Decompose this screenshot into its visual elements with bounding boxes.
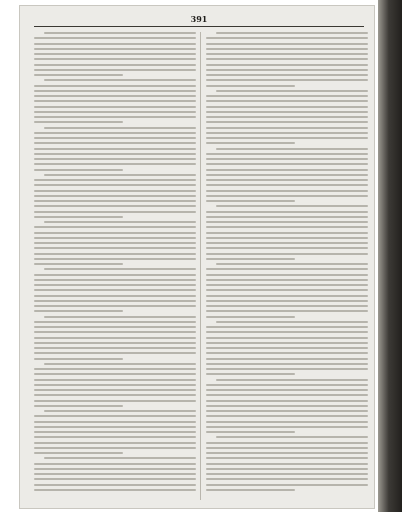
illegible-text-line [206, 153, 368, 155]
illegible-text-line [44, 268, 196, 270]
illegible-text-line [34, 347, 196, 349]
illegible-text-line [206, 79, 368, 81]
illegible-text-line [34, 184, 196, 186]
illegible-text-line [206, 221, 368, 223]
illegible-text-line [206, 232, 368, 234]
illegible-text-line [34, 436, 196, 438]
illegible-text-line [34, 321, 196, 323]
illegible-text-line [34, 431, 196, 433]
illegible-text-line [34, 95, 196, 97]
illegible-text-line [206, 384, 368, 386]
illegible-text-line [34, 69, 196, 71]
illegible-text-line [34, 169, 123, 171]
illegible-text-line [206, 347, 368, 349]
illegible-text-line [216, 263, 368, 265]
text-column-right [206, 32, 368, 500]
illegible-text-line [34, 195, 196, 197]
illegible-text-line [34, 358, 123, 360]
illegible-text-line [34, 137, 196, 139]
illegible-text-line [34, 211, 196, 213]
illegible-text-line [44, 79, 196, 81]
illegible-text-line [206, 268, 368, 270]
illegible-text-line [206, 247, 368, 249]
illegible-text-line [206, 100, 368, 102]
illegible-text-line [206, 295, 368, 297]
illegible-text-line [34, 216, 123, 218]
illegible-text-line [34, 447, 196, 449]
illegible-text-line [34, 242, 196, 244]
illegible-text-line [44, 174, 196, 176]
illegible-text-line [34, 305, 196, 307]
illegible-text-line [34, 74, 123, 76]
illegible-text-line [34, 148, 196, 150]
illegible-text-line [206, 310, 368, 312]
illegible-text-line [206, 85, 295, 87]
illegible-text-line [34, 263, 123, 265]
illegible-text-line [206, 389, 368, 391]
illegible-text-line [34, 489, 196, 491]
illegible-text-line [206, 468, 368, 470]
illegible-text-line [206, 58, 368, 60]
illegible-text-line [34, 58, 196, 60]
illegible-text-line [34, 352, 196, 354]
illegible-text-line [34, 405, 123, 407]
illegible-text-line [206, 305, 368, 307]
illegible-text-line [206, 457, 368, 459]
illegible-text-line [34, 284, 196, 286]
illegible-text-line [206, 442, 368, 444]
illegible-text-line [34, 53, 196, 55]
illegible-text-line [34, 452, 123, 454]
text-column-left [34, 32, 196, 500]
illegible-text-line [216, 379, 368, 381]
illegible-text-line [206, 394, 368, 396]
illegible-text-line [206, 421, 368, 423]
illegible-text-line [34, 442, 196, 444]
illegible-text-line [34, 258, 196, 260]
illegible-text-line [206, 190, 368, 192]
illegible-text-line [206, 352, 368, 354]
illegible-text-line [34, 326, 196, 328]
illegible-text-line [206, 132, 368, 134]
illegible-text-line [34, 106, 196, 108]
illegible-text-line [34, 111, 196, 113]
illegible-text-line [206, 373, 295, 375]
illegible-text-line [34, 415, 196, 417]
illegible-text-line [206, 431, 295, 433]
illegible-text-line [34, 279, 196, 281]
illegible-text-line [206, 74, 368, 76]
illegible-text-line [34, 64, 196, 66]
illegible-text-line [44, 127, 196, 129]
illegible-text-line [216, 148, 368, 150]
illegible-text-line [34, 463, 196, 465]
illegible-text-line [206, 158, 368, 160]
illegible-text-line [216, 205, 368, 207]
illegible-text-line [34, 331, 196, 333]
book-page [20, 6, 374, 508]
illegible-text-line [44, 32, 196, 34]
illegible-text-line [34, 205, 196, 207]
illegible-text-line [34, 394, 196, 396]
illegible-text-line [34, 179, 196, 181]
illegible-text-line [34, 379, 196, 381]
illegible-text-line [216, 321, 368, 323]
illegible-text-line [34, 153, 196, 155]
illegible-text-line [34, 226, 196, 228]
illegible-text-line [34, 373, 196, 375]
illegible-text-line [34, 158, 196, 160]
illegible-text-line [34, 237, 196, 239]
illegible-text-line [34, 232, 196, 234]
illegible-text-line [206, 64, 368, 66]
illegible-text-line [206, 337, 368, 339]
illegible-text-line [34, 100, 196, 102]
illegible-text-line [44, 457, 196, 459]
illegible-text-line [206, 106, 368, 108]
illegible-text-line [206, 226, 368, 228]
illegible-text-line [34, 368, 196, 370]
illegible-text-line [206, 258, 295, 260]
illegible-text-line [206, 48, 368, 50]
illegible-text-line [206, 342, 368, 344]
illegible-text-line [206, 53, 368, 55]
illegible-text-line [216, 436, 368, 438]
illegible-text-line [206, 358, 368, 360]
illegible-text-line [44, 316, 196, 318]
illegible-text-line [34, 132, 196, 134]
illegible-text-line [206, 405, 368, 407]
illegible-text-line [216, 90, 368, 92]
illegible-text-line [206, 478, 368, 480]
illegible-text-line [34, 389, 196, 391]
illegible-text-line [206, 95, 368, 97]
illegible-text-line [206, 316, 295, 318]
illegible-text-line [34, 43, 196, 45]
illegible-text-line [34, 85, 196, 87]
illegible-text-line [34, 473, 196, 475]
illegible-text-line [206, 368, 368, 370]
illegible-text-line [34, 274, 196, 276]
illegible-text-line [206, 331, 368, 333]
illegible-text-line [34, 247, 196, 249]
illegible-text-line [206, 489, 295, 491]
illegible-text-line [206, 237, 368, 239]
illegible-text-line [34, 253, 196, 255]
illegible-text-line [34, 90, 196, 92]
illegible-text-line [206, 279, 368, 281]
illegible-text-line [216, 32, 368, 34]
illegible-text-line [34, 310, 123, 312]
illegible-text-line [206, 200, 295, 202]
illegible-text-line [206, 463, 368, 465]
illegible-text-line [34, 342, 196, 344]
illegible-text-line [206, 174, 368, 176]
illegible-text-line [206, 410, 368, 412]
illegible-text-line [206, 289, 368, 291]
illegible-text-line [206, 111, 368, 113]
illegible-text-line [206, 195, 368, 197]
illegible-text-line [206, 363, 368, 365]
illegible-text-line [206, 484, 368, 486]
illegible-text-line [206, 326, 368, 328]
illegible-text-line [34, 484, 196, 486]
illegible-text-line [34, 200, 196, 202]
illegible-text-line [34, 190, 196, 192]
illegible-text-line [206, 242, 368, 244]
page-number: 391 [190, 14, 208, 24]
column-divider [200, 32, 201, 500]
illegible-text-line [206, 137, 368, 139]
illegible-text-line [34, 295, 196, 297]
illegible-text-line [34, 400, 196, 402]
book-binding [378, 0, 402, 512]
illegible-text-line [206, 121, 368, 123]
page-header [34, 16, 364, 27]
illegible-text-line [44, 221, 196, 223]
illegible-text-line [34, 426, 196, 428]
illegible-text-line [206, 473, 368, 475]
illegible-text-line [34, 121, 123, 123]
illegible-text-line [206, 211, 368, 213]
illegible-text-line [206, 300, 368, 302]
illegible-text-line [206, 426, 368, 428]
illegible-text-line [34, 142, 196, 144]
illegible-text-line [206, 179, 368, 181]
illegible-text-line [206, 216, 368, 218]
illegible-text-line [34, 468, 196, 470]
illegible-text-line [206, 37, 368, 39]
illegible-text-line [206, 43, 368, 45]
illegible-text-line [34, 300, 196, 302]
illegible-text-line [206, 274, 368, 276]
illegible-text-line [206, 253, 368, 255]
illegible-text-line [44, 363, 196, 365]
illegible-text-line [206, 142, 295, 144]
illegible-text-line [34, 384, 196, 386]
illegible-text-line [34, 163, 196, 165]
illegible-text-line [206, 400, 368, 402]
illegible-text-line [206, 116, 368, 118]
illegible-text-line [206, 415, 368, 417]
illegible-text-line [34, 48, 196, 50]
illegible-text-line [206, 69, 368, 71]
illegible-text-line [206, 184, 368, 186]
illegible-text-line [206, 284, 368, 286]
illegible-text-line [206, 452, 368, 454]
illegible-text-line [34, 116, 196, 118]
illegible-text-line [34, 337, 196, 339]
illegible-text-line [34, 421, 196, 423]
illegible-text-line [206, 163, 368, 165]
illegible-text-line [44, 410, 196, 412]
illegible-text-line [34, 289, 196, 291]
illegible-text-line [206, 447, 368, 449]
illegible-text-line [206, 169, 368, 171]
illegible-text-line [206, 127, 368, 129]
illegible-text-line [34, 37, 196, 39]
illegible-text-line [34, 478, 196, 480]
